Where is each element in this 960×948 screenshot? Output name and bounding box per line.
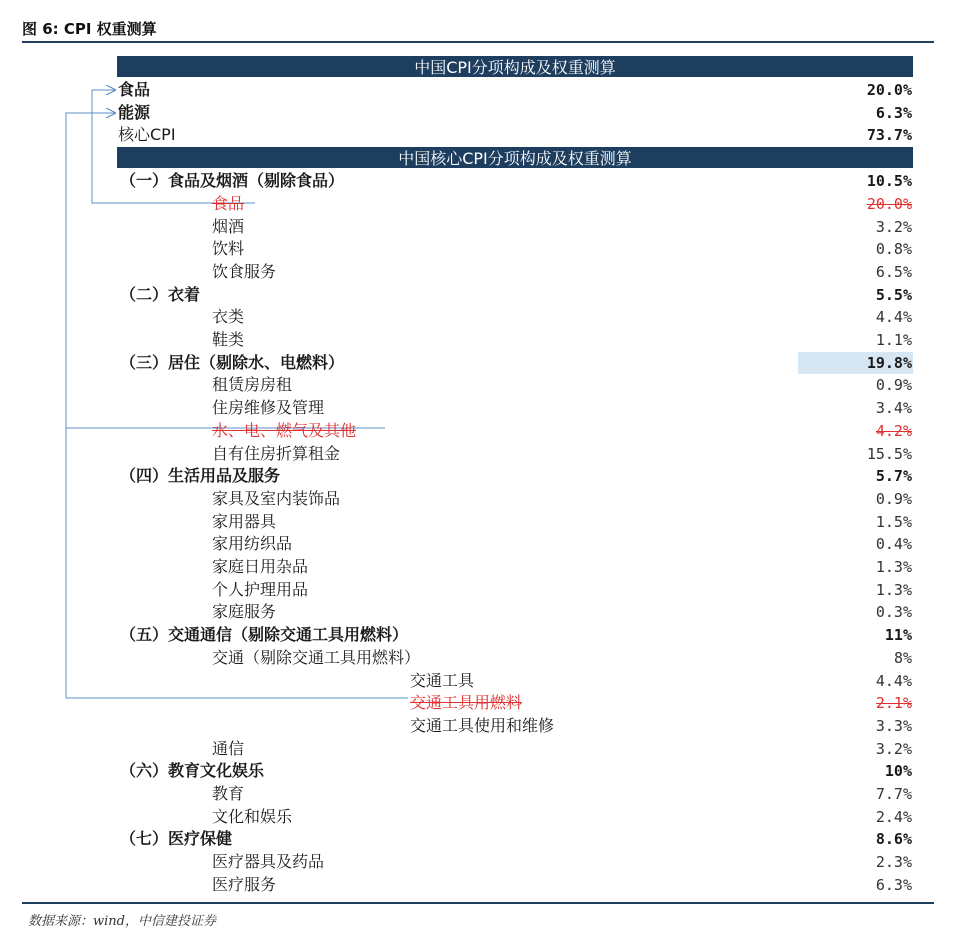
category-row (0, 124, 960, 146)
row-label: （四）生活用品及服务 (120, 466, 281, 486)
row-label: （三）居住（剔除水、电燃料） (120, 352, 345, 372)
row-label: 医疗器具及药品 (212, 852, 325, 872)
figure-title: 图 6: CPI 权重测算 (22, 20, 157, 38)
row-weight: 5.5% (875, 285, 912, 304)
row-label: （二）衣着 (120, 284, 201, 304)
row-label: 水、电、燃气及其他 (212, 420, 357, 440)
row-label: 文化和娱乐 (212, 806, 293, 826)
row-weight: 1.5% (875, 512, 912, 531)
bottom-rule (22, 902, 934, 904)
row-weight: 5.7% (875, 467, 912, 486)
subcategory-row (0, 715, 960, 737)
row-weight: 10.5% (866, 172, 912, 191)
subcategory-row (0, 374, 960, 396)
row-label: 自有住房折算租金 (212, 443, 341, 463)
subcategory-row (0, 738, 960, 760)
section-header: 中国核心CPI分项构成及权重测算 (117, 147, 913, 168)
category-row (0, 760, 960, 782)
subcategory-row (0, 306, 960, 328)
category-row (0, 102, 960, 124)
row-weight: 4.4% (875, 308, 912, 327)
subcategory-row (0, 397, 960, 419)
row-weight: 0.9% (875, 489, 912, 508)
row-weight: 0.4% (875, 535, 912, 554)
subcategory-row (0, 193, 960, 215)
row-weight: 6.3% (875, 103, 912, 122)
source-note: 数据来源：wind，中信建投证券 (28, 914, 216, 929)
row-label: 住房维修及管理 (212, 398, 325, 418)
row-weight: 6.3% (875, 875, 912, 894)
row-weight: 3.2% (875, 739, 912, 758)
row-label: 饮食服务 (212, 261, 277, 281)
subcategory-row (0, 329, 960, 351)
row-weight: 0.3% (875, 603, 912, 622)
row-weight: 10% (884, 762, 912, 781)
row-label: 交通工具 (410, 670, 475, 690)
subcategory-row (0, 783, 960, 805)
row-weight: 3.3% (875, 716, 912, 735)
subcategory-row (0, 692, 960, 714)
category-row (0, 352, 960, 374)
row-weight: 4.2% (875, 421, 912, 440)
category-row (0, 79, 960, 101)
row-weight: 15.5% (866, 444, 912, 463)
row-weight: 3.2% (875, 217, 912, 236)
subcategory-row (0, 511, 960, 533)
row-label: 通信 (212, 738, 245, 758)
category-row (0, 284, 960, 306)
subcategory-row (0, 261, 960, 283)
subcategory-row (0, 533, 960, 555)
row-weight: 3.4% (875, 399, 912, 418)
row-label: 能源 (118, 102, 151, 122)
row-label: （六）教育文化娱乐 (120, 761, 265, 781)
row-label: 个人护理用品 (212, 579, 309, 599)
row-label: 鞋类 (212, 330, 245, 349)
category-row (0, 828, 960, 850)
row-label: 食品 (212, 193, 245, 213)
row-label: 教育 (212, 784, 245, 803)
row-label: 核心CPI (118, 125, 176, 145)
row-weight: 6.5% (875, 262, 912, 281)
subcategory-row (0, 601, 960, 623)
subcategory-row (0, 216, 960, 238)
row-weight: 7.7% (875, 785, 912, 803)
subcategory-row (0, 647, 960, 669)
subcategory-row (0, 556, 960, 578)
subcategory-row (0, 579, 960, 601)
row-label: （七）医疗保健 (120, 829, 233, 849)
section-header: 中国CPI分项构成及权重测算 (117, 56, 913, 77)
subcategory-row (0, 874, 960, 896)
category-row (0, 170, 960, 192)
row-weight: 19.8% (866, 353, 912, 372)
subcategory-row (0, 238, 960, 260)
subcategory-row (0, 443, 960, 465)
row-weight: 8.6% (875, 830, 912, 849)
row-weight: 2.1% (875, 694, 912, 713)
category-row (0, 624, 960, 646)
row-label: 衣类 (212, 307, 245, 327)
subcategory-row (0, 488, 960, 510)
row-weight: 4.4% (875, 671, 912, 690)
row-weight: 1.3% (875, 558, 912, 576)
row-label: 交通工具使用和维修 (410, 715, 555, 735)
row-weight: 73.7% (866, 126, 912, 145)
row-label: 烟酒 (212, 216, 245, 236)
row-label: （一）食品及烟酒（剔除食品） (120, 171, 345, 191)
row-label: 医疗服务 (212, 874, 277, 894)
row-weight: 2.4% (875, 807, 912, 826)
row-label: 租赁房房租 (212, 375, 293, 395)
category-row (0, 465, 960, 487)
row-weight: 1.1% (875, 331, 912, 349)
row-weight: 0.9% (875, 376, 912, 395)
subcategory-row (0, 806, 960, 828)
row-weight: 1.3% (875, 580, 912, 599)
row-label: 家庭服务 (212, 602, 277, 622)
subcategory-row (0, 420, 960, 442)
row-label: 家具及室内装饰品 (212, 488, 341, 508)
row-weight: 2.3% (875, 853, 912, 872)
row-weight: 20.0% (866, 194, 912, 213)
row-label: （五）交通通信（剔除交通工具用燃料） (120, 625, 409, 645)
row-label: 家庭日用杂品 (212, 557, 309, 576)
row-weight: 8% (893, 648, 912, 667)
row-label: 饮料 (212, 239, 245, 259)
row-weight: 0.8% (875, 240, 912, 259)
row-label: 交通工具用燃料 (410, 693, 523, 713)
row-label: 家用纺织品 (212, 534, 293, 554)
subcategory-row (0, 851, 960, 873)
row-label: 食品 (118, 80, 151, 99)
row-label: 家用器具 (212, 511, 277, 531)
row-weight: 11% (884, 626, 912, 645)
row-weight: 20.0% (866, 81, 912, 99)
subcategory-row (0, 670, 960, 692)
row-label: 交通（剔除交通工具用燃料） (212, 647, 421, 667)
